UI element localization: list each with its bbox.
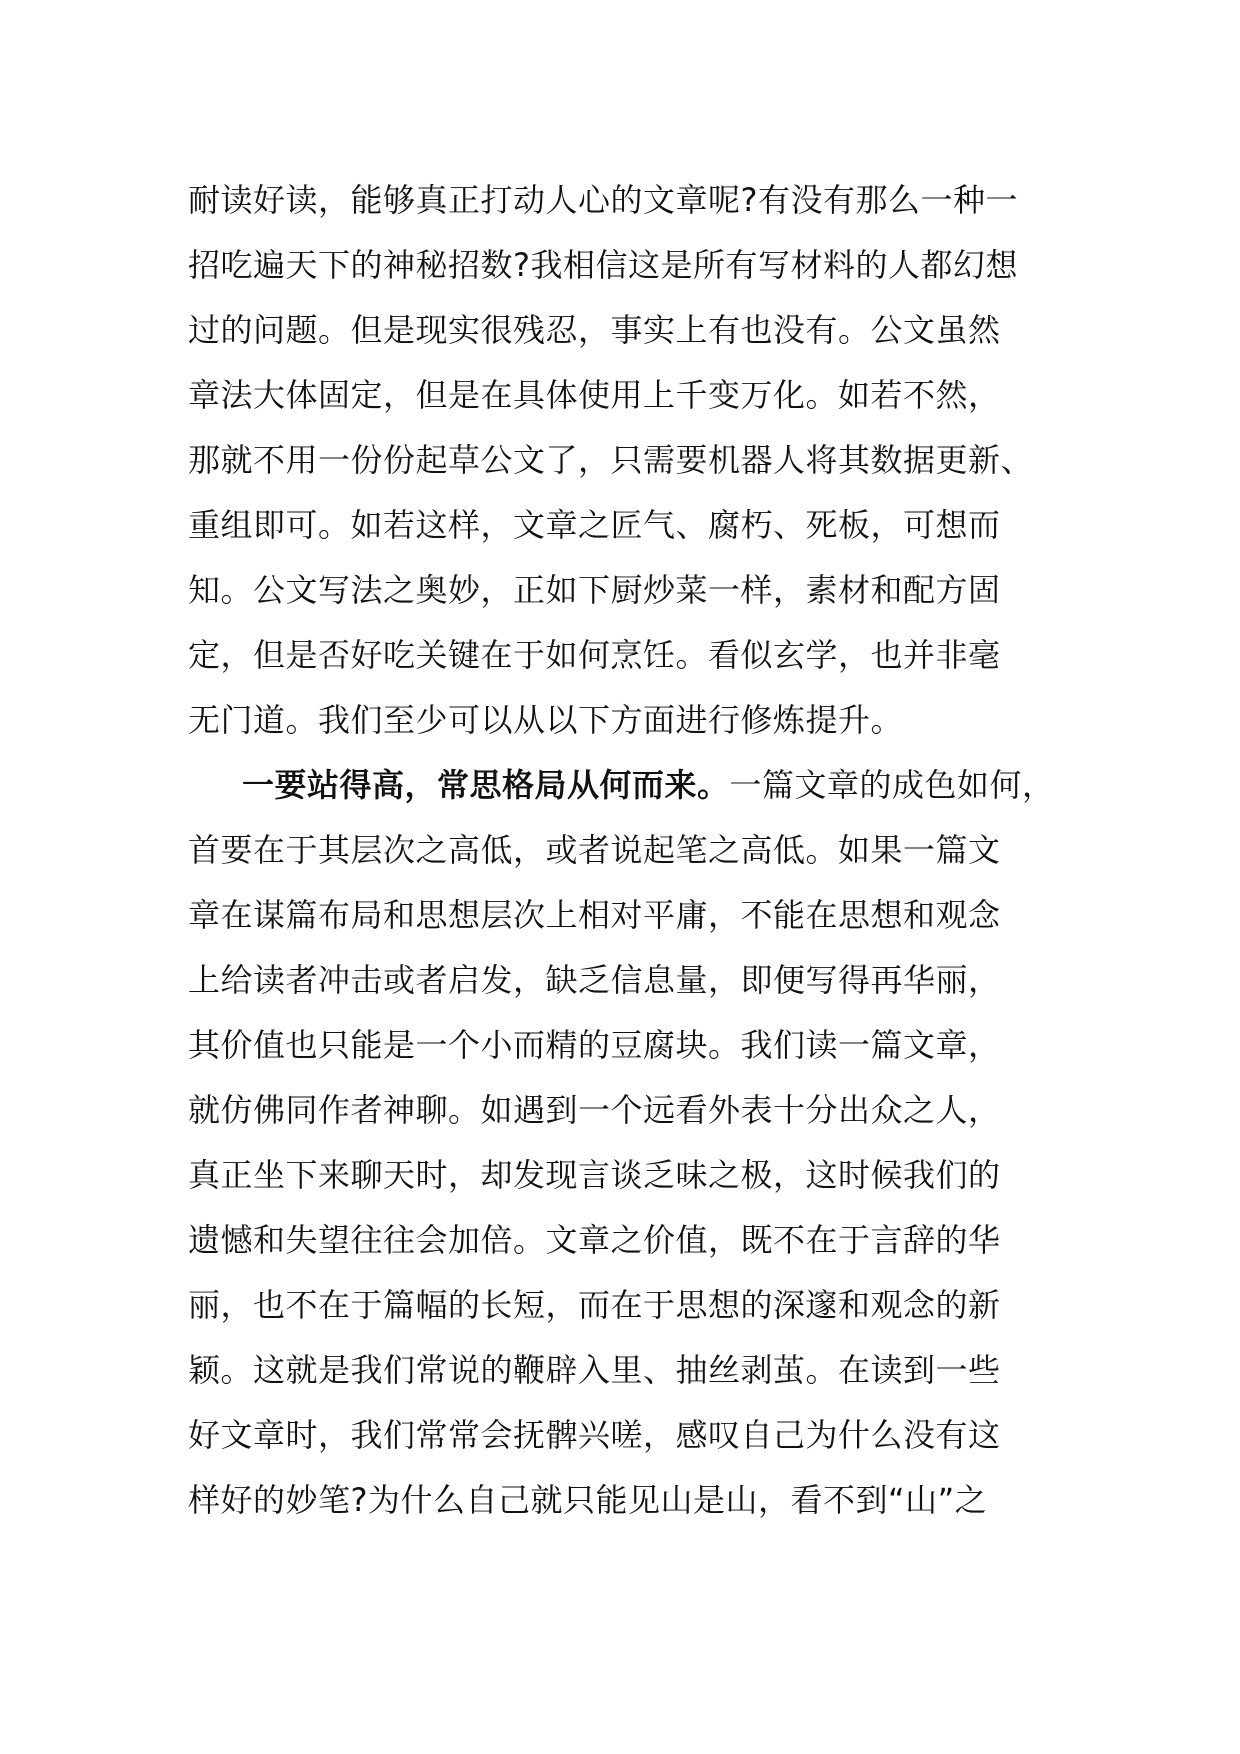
section-line-9: 颖。这就是我们常说的鞭辟入里、抽丝剥茧。在读到一些 <box>188 1351 1001 1389</box>
section-first-line-rest: 一篇文章的成色如何， <box>729 766 1055 804</box>
section-first-line <box>188 753 1088 818</box>
section-line-7: 遗憾和失望往往会加倍。文章之价值，既不在于言辞的华 <box>188 1221 1001 1259</box>
text-line-2: 招吃遍天下的神秘招数?我相信这是所有写材料的人都幻想 <box>188 246 1018 284</box>
text-line-8: 定，但是否好吃关键在于如何烹饪。看似玄学，也并非毫 <box>188 636 1001 674</box>
section-line-3: 上给读者冲击或者启发，缺乏信息量，即便写得再华丽， <box>188 961 1001 999</box>
text-line-4: 章法大体固定，但是在具体使用上千变万化。如若不然， <box>188 376 1001 414</box>
text-line-5: 那就不用一份份起草公文了，只需要机器人将其数据更新、 <box>188 441 1034 479</box>
section-line-1: 首要在于其层次之高低，或者说起笔之高低。如果一篇文 <box>188 831 1001 869</box>
body-text <box>188 168 1088 1533</box>
section-line-10: 好文章时，我们常常会抚髀兴嗟，感叹自己为什么没有这 <box>188 1416 1001 1454</box>
section-line-5: 就仿佛同作者神聊。如遇到一个远看外表十分出众之人， <box>188 1091 1001 1129</box>
section-line-4: 其价值也只能是一个小而精的豆腐块。我们读一篇文章， <box>188 1026 1001 1064</box>
section-line-11: 样好的妙笔?为什么自己就只能见山是山，看不到“山”之 <box>188 1481 988 1519</box>
section-line-8: 丽，也不在于篇幅的长短，而在于思想的深邃和观念的新 <box>188 1286 1001 1324</box>
section-line-2: 章在谋篇布局和思想层次上相对平庸，不能在思想和观念 <box>188 896 1001 934</box>
text-line-7: 知。公文写法之奥妙，正如下厨炒菜一样，素材和配方固 <box>188 571 1001 609</box>
text-line-3: 过的问题。但是现实很残忍，事实上有也没有。公文虽然 <box>188 311 1001 349</box>
text-line-6: 重组即可。如若这样，文章之匠气、腐朽、死板，可想而 <box>188 506 1001 544</box>
text-line-1: 耐读好读，能够真正打动人心的文章呢?有没有那么一种一 <box>188 181 1018 219</box>
section-line-6: 真正坐下来聊天时，却发现言谈乏味之极，这时候我们的 <box>188 1156 1001 1194</box>
text-line-9: 无门道。我们至少可以从以下方面进行修炼提升。 <box>188 701 904 739</box>
section-heading: 一要站得高，常思格局从何而来。 <box>242 766 730 804</box>
